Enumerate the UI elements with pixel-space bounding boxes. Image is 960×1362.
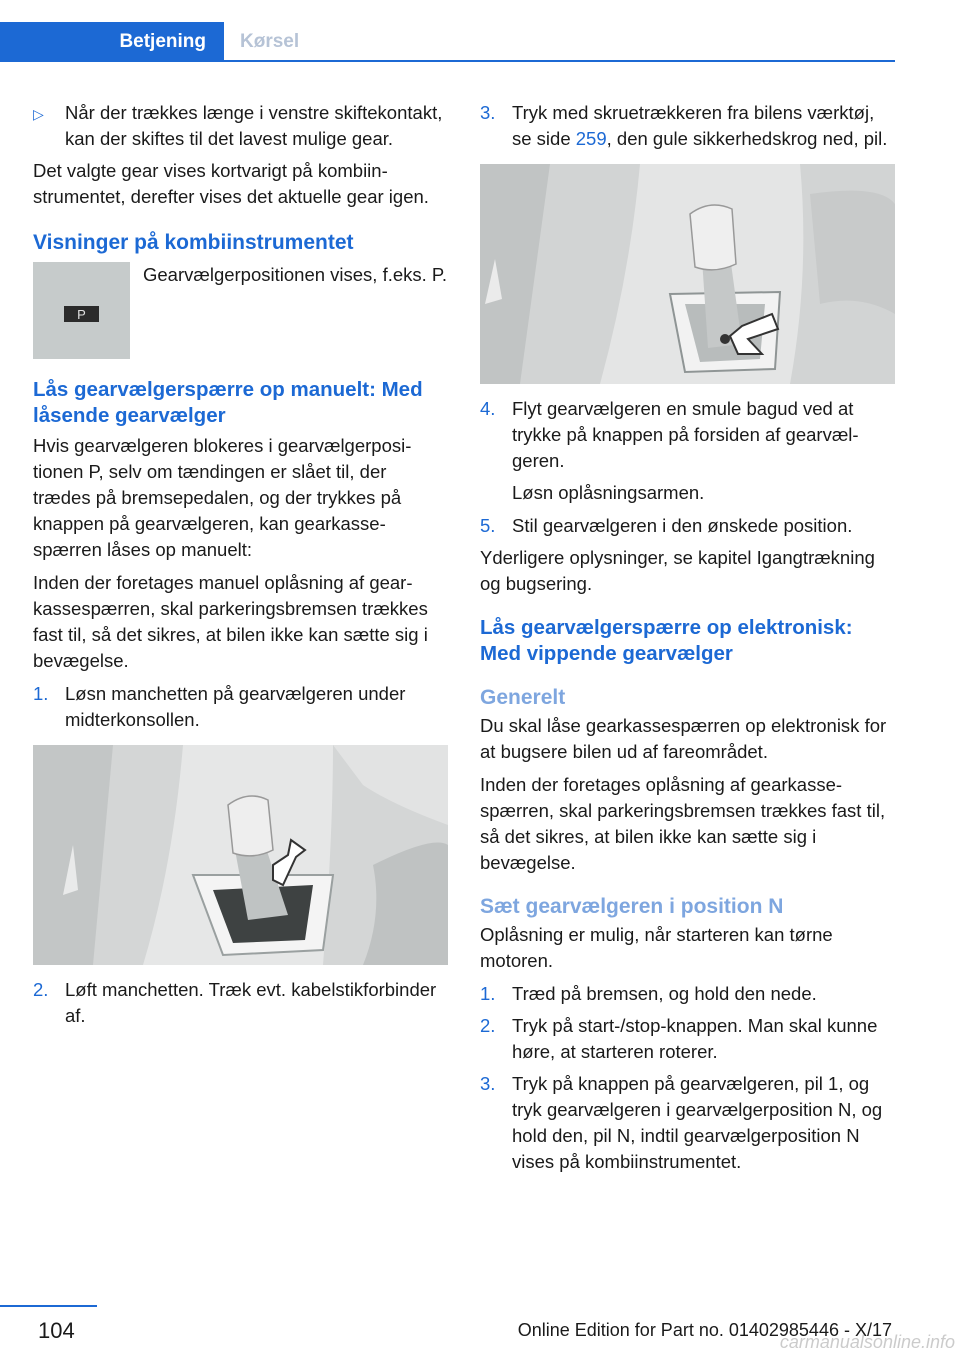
step3-text-post: , den gule sikkerhedskrog ned, pil.: [606, 128, 888, 149]
step-number: 1.: [480, 983, 496, 1004]
step-number: 4.: [480, 398, 496, 419]
header-rule: [0, 60, 895, 62]
paragraph: Oplåsning er mulig, når starteren kan tørne motoren.: [480, 924, 833, 971]
step-text: Træd på bremsen, og hold den nede.: [512, 983, 817, 1004]
step-number: 2.: [480, 1015, 496, 1036]
step-number: 3.: [480, 102, 496, 123]
edition-text: Online Edition for Part no. 01402985446 - X/17: [517, 1320, 892, 1340]
section-heading: Visninger på kombiinstrumentet: [33, 231, 354, 254]
step-number: 2.: [33, 979, 49, 1000]
step-number: 3.: [480, 1073, 496, 1094]
display-p-image: [33, 262, 130, 359]
display-p-icon: [33, 262, 130, 359]
paragraph: Du skal låse gearkassespærren op elektronisk for at bugsere bilen ud af fareområdet.: [480, 715, 887, 762]
step-item: [480, 981, 895, 1007]
tab-korsel[interactable]: Kørsel: [240, 31, 300, 52]
display-symbol: P: [77, 307, 86, 322]
step-text: Tryk på knappen på gearvælgeren, pil 1, og tryk gearvælgeren i gearvælgerposition N, og hold den, pil N, indtil gearvælgerposition N vises på kombiinstrumentet.: [512, 1073, 883, 1172]
triangle-bullet-icon: ▷: [33, 106, 44, 122]
display-text: Gearvælgerpositionen vises, f.eks. P.: [143, 264, 448, 285]
step-text: Tryk på start-/stop-knappen. Man skal kunne høre, at starteren roterer.: [512, 1015, 878, 1062]
gear-selector-photo-1: [33, 745, 448, 965]
tab-betjening[interactable]: Betjening: [0, 22, 224, 62]
page-number: 104: [38, 1318, 75, 1343]
step-number: 1.: [33, 683, 49, 704]
paragraph: Yderligere oplysninger, se kapitel Igangtrækning og bugsering.: [480, 547, 875, 594]
step-item: [480, 1013, 895, 1065]
footer-rule: [0, 1305, 97, 1307]
step-text: Stil gearvælgeren i den ønskede position.: [512, 515, 853, 536]
step-item: [480, 396, 895, 474]
step-text: Løft manchetten. Træk evt. kabelstikforbinder af.: [65, 979, 437, 1026]
step-item: [33, 977, 448, 1029]
paragraph: Inden der foretages manuel oplåsning af gearkassespærren, skal parkeringsbremsen trækkes fast til, så det sikres, at bilen ikke kan sætte sig i bevægelse.: [33, 572, 428, 671]
step-item: [480, 1071, 895, 1175]
page-link[interactable]: 259: [575, 128, 607, 149]
step-item: [480, 100, 895, 152]
paragraph: Hvis gearvælgeren blokeres i gearvælgerpositionen P, selv om tændingen er slået til, der trædes på bremsepedalen, og der trykkes på knappen på gearvælgeren, kan gearkassespærren låses op manuelt:: [33, 435, 412, 560]
triangle-list-item: [33, 100, 448, 152]
paragraph: Inden der foretages oplåsning af gearkassespærren, skal parkeringsbremsen trækkes fast til, så det sikres, at bilen ikke kan sætte sig i bevægelse.: [480, 774, 886, 873]
subsection-heading: Generelt: [480, 686, 566, 709]
step3-text-pre: Tryk med skruetrækkeren fra bilens værktøj, se side: [512, 102, 875, 149]
step-text: Løsn manchetten på gearvælgeren under midterkonsollen.: [65, 683, 406, 730]
right-column: [480, 100, 895, 1181]
display-example: [33, 262, 448, 359]
step-number: 5.: [480, 515, 496, 536]
step-item: [33, 681, 448, 733]
gear-selector-photo-2: [480, 164, 895, 384]
step-note: Løsn oplåsningsarmen.: [512, 482, 705, 503]
section-heading: Lås gearvælgerspærre op manuelt: Med låsende gearvælger: [33, 378, 423, 427]
section-heading: Lås gearvælgerspærre op elektronisk: Med vippende gearvælger: [480, 616, 853, 665]
step-text: [512, 100, 895, 152]
header-tabs: [0, 22, 895, 62]
triangle-item-text: Når der trækkes længe i venstre skiftekontakt, kan der skiftes til det lavest mulige gear.: [65, 102, 443, 149]
subsection-heading: Sæt gearvælgeren i position N: [480, 895, 784, 918]
step-text: Flyt gearvælgeren en smule bagud ved at trykke på knappen på forsiden af gearvælgeren.: [512, 398, 859, 471]
paragraph: Det valgte gear vises kortvarigt på kombiinstrumentet, derefter vises det aktuelle gear igen.: [33, 160, 429, 207]
step-item: [480, 513, 895, 539]
watermark: carmanualsonline.info: [779, 1332, 955, 1352]
left-column: [33, 100, 448, 1035]
